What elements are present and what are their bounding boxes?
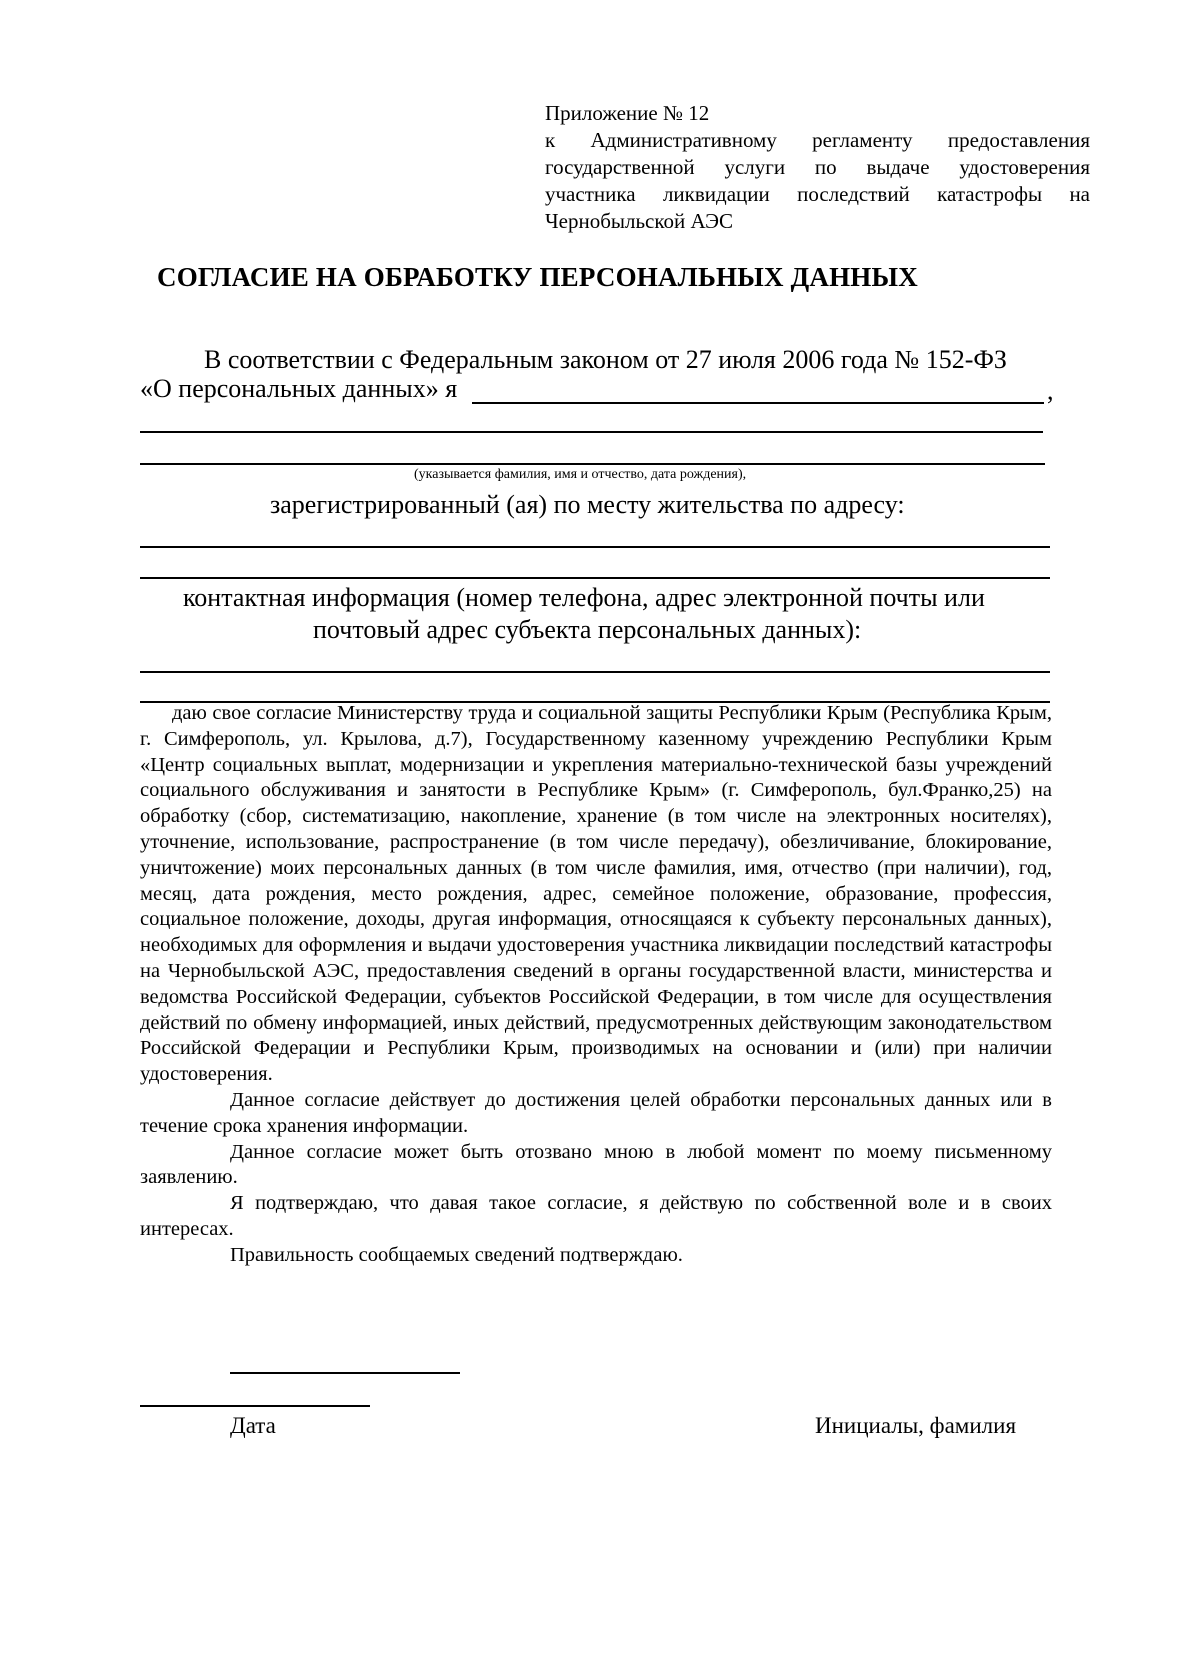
intro-line-1: В соответствии с Федеральным законом от 27 июля 2006 года № 152-ФЗ [204,345,1007,374]
appendix-annotation-line: к Административному регламенту предоставления [545,128,1090,152]
intro-comma: , [1047,376,1054,405]
confirmation-paragraph: Правильность сообщаемых сведений подтверждаю. [230,1243,683,1266]
initials-surname-label: Инициалы, фамилия [815,1413,1017,1438]
address-blank-line-1[interactable] [140,546,1050,548]
full-name-blank-line[interactable] [472,402,1044,404]
consent-body [140,701,1052,1269]
free-will-paragraph: Я подтверждаю, что давая такое согласие, я действую по собственной воле и в своих интересах. [140,1192,1052,1240]
registered-address-caption: зарегистрированный (ая) по месту жительства по адресу: [270,490,905,519]
contact-blank-line-1[interactable] [140,671,1050,673]
appendix-number: Приложение № 12 [545,101,710,125]
appendix-annotation-line: Чернобыльской АЭС [545,209,734,233]
appendix-header [545,100,1090,235]
contact-caption-line-1: контактная информация (номер телефона, адрес электронной почты или [183,583,985,612]
consent-paragraph: даю свое согласие Министерству труда и социальной защиты Республики Крым (Республика Крым, г. Симферополь, ул. Крылова, д.7), Государственному казенному учреждению Республики Крым «Центр социальных выплат, модернизации и укрепления материально-технической базы учреждений социального обслуживания и занятости в Республике Крым» (г. Симферополь, бул.Франко,25) на обработку (сбор, систематизацию, накопление, хранение (в том числе на электронных носителях), уточнение, использование, распространение (в том числе передачу), обезличивание, блокирование, уничтожение) моих персональных данных (в том числе фамилия, имя, отчество (при наличии), год, месяц, дата рождения, место рождения, адрес, семейное положение, образование, профессия, социальное положение, доходы, другая информация, относящаяся к субъекту персональных данных), необходимых для оформления и выдачи удостоверения участника ликвидации последствий катастрофы на Чернобыльской АЭС, предоставления сведений в органы государственной власти, министерства и ведомства Российской Федерации, субъектов Российской Федерации, в том числе для осуществления действий по обмену информацией, иных действий, предусмотренных действующим законодательством Российской Федерации и Республики Крым, производимых на основании и (или) при наличии удостоверения. [140,702,1052,1086]
address-blank-line-2[interactable] [140,577,1050,579]
date-label: Дата [230,1413,276,1438]
full-name-blank-line-3[interactable] [140,463,1045,465]
date-blank-line[interactable] [140,1405,370,1407]
contact-caption-line-2: почтовый адрес субъекта персональных данных): [313,615,862,644]
intro-line-2: «О персональных данных» я [140,374,458,403]
signature-blank-line[interactable] [230,1372,460,1374]
name-hint-caption: (указывается фамилия, имя и отчество, дата рождения), [414,467,747,482]
full-name-blank-line-2[interactable] [140,431,1043,433]
appendix-annotation-line: государственной услуги по выдаче удостоверения [545,155,1090,179]
document-title: СОГЛАСИЕ НА ОБРАБОТКУ ПЕРСОНАЛЬНЫХ ДАННЫХ [157,262,918,292]
revocation-paragraph: Данное согласие может быть отозвано мною в любой момент по моему письменному заявлению. [140,1140,1052,1189]
validity-paragraph: Данное согласие действует до достижения целей обработки персональных данных или в течение срока хранения информации. [140,1088,1052,1137]
appendix-annotation-line: участника ликвидации последствий катастрофы на [545,182,1090,206]
